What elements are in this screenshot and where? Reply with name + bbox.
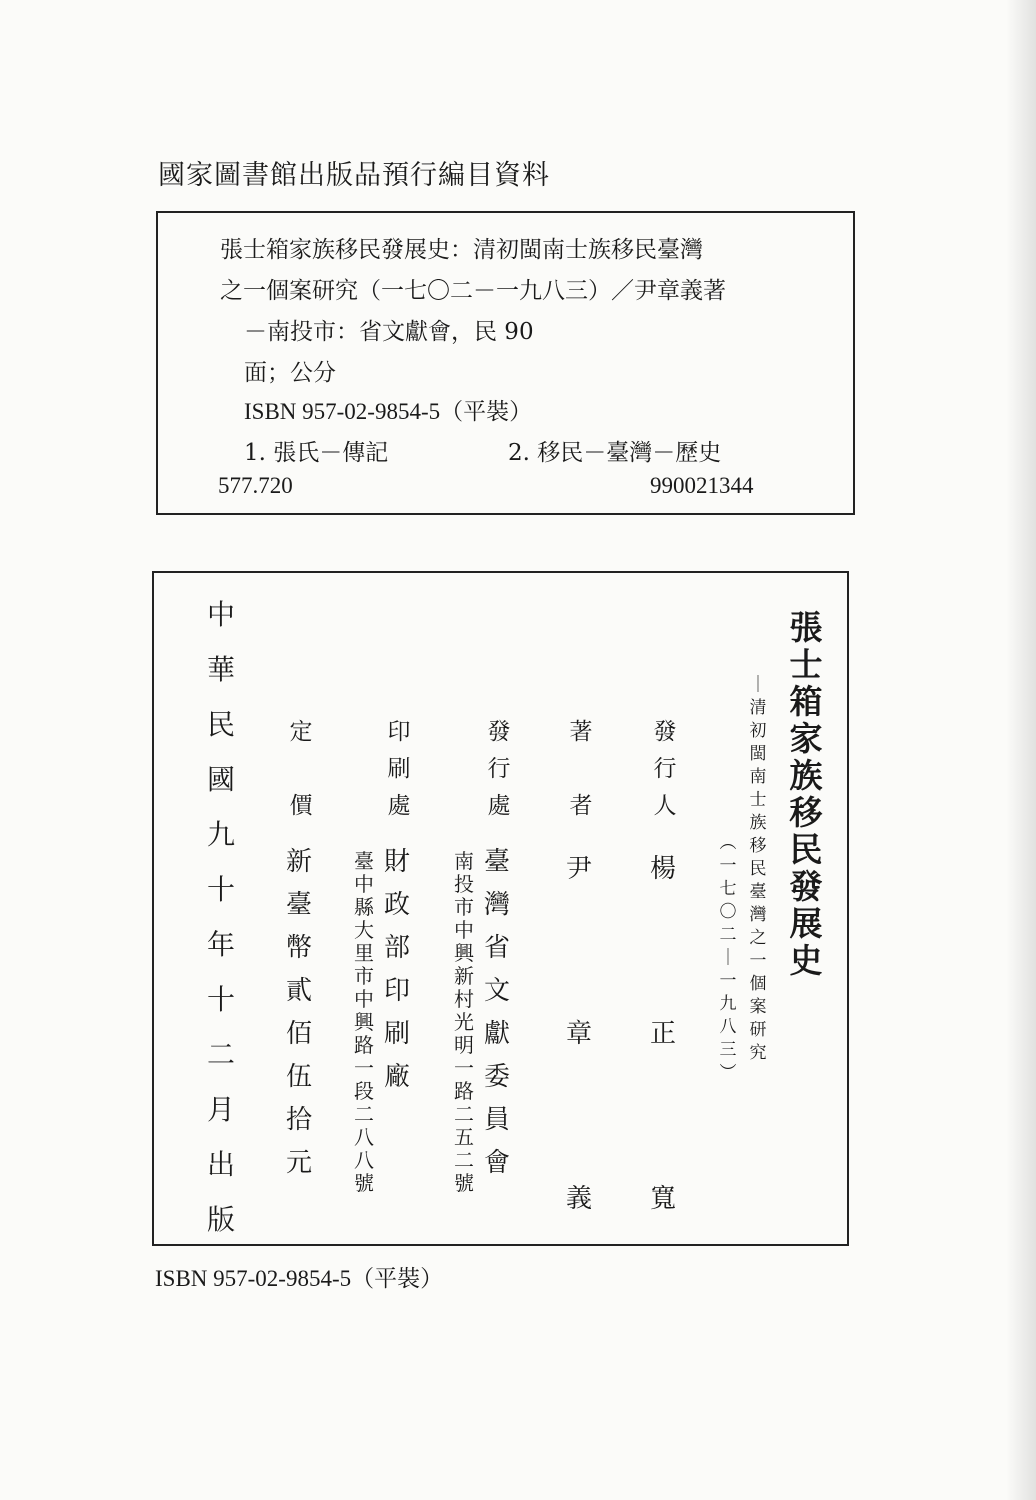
vertical-char: 政 xyxy=(383,890,410,920)
vertical-char: 元 xyxy=(285,1148,312,1178)
vertical-char: 九 xyxy=(206,818,235,851)
vertical-char: 廠 xyxy=(383,1062,410,1092)
cip-record-number: 990021344 xyxy=(650,473,754,498)
cip-class-number: 577.720 xyxy=(218,473,293,498)
vertical-char: 中 xyxy=(206,598,235,631)
vertical-char: ｜ xyxy=(719,948,737,968)
vertical-char: 發 xyxy=(653,719,677,745)
vertical-char: 行 xyxy=(487,756,511,782)
cip-record-box xyxy=(156,211,855,515)
vertical-char: 佰 xyxy=(285,1019,312,1049)
vertical-char: 大 xyxy=(354,918,374,942)
vertical-char: 拾 xyxy=(285,1105,312,1135)
vertical-char: 者 xyxy=(569,793,593,819)
vertical-char: 移 xyxy=(749,836,767,856)
vertical-char: 省 xyxy=(483,933,510,963)
vertical-char: 光 xyxy=(454,1010,474,1034)
vertical-char: 三 xyxy=(719,1040,737,1060)
vertical-char: 臺 xyxy=(285,890,312,920)
vertical-char: 獻 xyxy=(483,1019,510,1049)
vertical-char: 究 xyxy=(749,1043,767,1063)
vertical-char: 族 xyxy=(789,756,823,795)
cip-imprint-line: －南投市：省文獻會，民 90 xyxy=(244,319,534,345)
vertical-char: 國 xyxy=(206,763,235,796)
publisher-label xyxy=(650,721,680,832)
publication-date xyxy=(204,598,238,1261)
vertical-char: 案 xyxy=(749,997,767,1017)
vertical-char: 處 xyxy=(387,793,411,819)
vertical-char: 二 xyxy=(454,1148,474,1172)
printer-address xyxy=(352,851,376,1196)
issuer-label xyxy=(484,721,514,832)
issuer-address xyxy=(452,851,476,1196)
vertical-char: 員 xyxy=(483,1105,510,1135)
cip-physical-line: 面；公分 xyxy=(244,360,336,386)
cip-isbn-line: ISBN 957-02-9854-5（平裝） xyxy=(244,399,533,424)
vertical-char: 二 xyxy=(454,1102,474,1126)
vertical-char: 士 xyxy=(789,645,823,684)
vertical-char: 義 xyxy=(565,1184,592,1214)
vertical-char: 版 xyxy=(206,1203,235,1236)
issuer-name xyxy=(480,849,514,1193)
vertical-char: 七 xyxy=(719,879,737,899)
vertical-char: 村 xyxy=(454,987,474,1011)
vertical-char: 個 xyxy=(749,974,767,994)
vertical-char: 文 xyxy=(483,976,510,1006)
cip-subject-1: 1. 張氏－傳記 xyxy=(244,440,389,466)
vertical-char: 號 xyxy=(454,1171,474,1195)
vertical-char: 研 xyxy=(749,1020,767,1040)
vertical-char: 刷 xyxy=(383,1019,410,1049)
vertical-char: 灣 xyxy=(749,905,767,925)
vertical-char: 正 xyxy=(649,1019,676,1049)
vertical-char: 興 xyxy=(354,1010,374,1034)
vertical-char: 二 xyxy=(719,925,737,945)
vertical-char: 展 xyxy=(789,904,823,943)
cip-subject-2: 2. 移民－臺灣－歷史 xyxy=(508,440,722,466)
vertical-char: 出 xyxy=(206,1148,235,1181)
vertical-char: 士 xyxy=(749,790,767,810)
colophon-subtitle xyxy=(746,677,770,1068)
colophon-years xyxy=(716,835,740,1088)
publisher-name xyxy=(646,856,680,1229)
colophon-box xyxy=(152,571,849,1246)
vertical-char: 一 xyxy=(454,1056,474,1080)
vertical-char: 縣 xyxy=(354,895,374,919)
vertical-char: 號 xyxy=(354,1171,374,1195)
vertical-char: 發 xyxy=(487,719,511,745)
footer-isbn: ISBN 957-02-9854-5（平裝） xyxy=(155,1266,444,1291)
vertical-char: 路 xyxy=(354,1033,374,1057)
vertical-char: 刷 xyxy=(387,756,411,782)
vertical-char: 臺 xyxy=(354,849,374,873)
vertical-char: 二 xyxy=(354,1102,374,1126)
vertical-char: 處 xyxy=(487,793,511,819)
vertical-char: 五 xyxy=(454,1125,474,1149)
vertical-char: 移 xyxy=(789,793,823,832)
vertical-char: 定 xyxy=(289,719,313,745)
vertical-char: 興 xyxy=(454,941,474,965)
vertical-char: 南 xyxy=(454,849,474,873)
vertical-char: 財 xyxy=(383,847,410,877)
vertical-char: 灣 xyxy=(483,890,510,920)
vertical-char: 明 xyxy=(454,1033,474,1057)
vertical-char: 一 xyxy=(719,971,737,991)
vertical-char: 新 xyxy=(454,964,474,988)
vertical-char: 著 xyxy=(569,719,593,745)
vertical-char: 幣 xyxy=(285,933,312,963)
vertical-char: 箱 xyxy=(789,682,823,721)
vertical-char: 會 xyxy=(483,1148,510,1178)
vertical-char: 二 xyxy=(206,1038,235,1071)
vertical-char: 里 xyxy=(354,941,374,965)
cip-title-line-1: 張士箱家族移民發展史：清初閩南士族移民臺灣 xyxy=(220,237,703,263)
vertical-char: 族 xyxy=(749,813,767,833)
vertical-char: 臺 xyxy=(749,882,767,902)
vertical-char: 之 xyxy=(749,928,767,948)
vertical-char: 楊 xyxy=(649,854,676,884)
vertical-char: 中 xyxy=(354,872,374,896)
cip-title-line-2: 之一個案研究（一七〇二－一九八三）／尹章義著 xyxy=(220,278,726,304)
vertical-char: 華 xyxy=(206,653,235,686)
vertical-char: 史 xyxy=(789,941,823,980)
vertical-char: 十 xyxy=(206,873,235,906)
vertical-char: 市 xyxy=(454,895,474,919)
price-label xyxy=(286,721,316,832)
vertical-char: 臺 xyxy=(483,847,510,877)
vertical-char: 部 xyxy=(383,933,410,963)
vertical-char: 人 xyxy=(653,793,677,819)
vertical-char: 印 xyxy=(383,976,410,1006)
vertical-char: 家 xyxy=(789,719,823,758)
vertical-char: 寬 xyxy=(649,1184,676,1214)
vertical-char: ︶ xyxy=(719,1063,737,1083)
vertical-char: 清 xyxy=(749,698,767,718)
vertical-char: 印 xyxy=(387,719,411,745)
author-label xyxy=(566,721,596,832)
vertical-char: 南 xyxy=(749,767,767,787)
vertical-char: 月 xyxy=(206,1093,235,1126)
colophon-title xyxy=(786,608,826,981)
vertical-char: 年 xyxy=(206,928,235,961)
vertical-char: 路 xyxy=(454,1079,474,1103)
vertical-char: 九 xyxy=(719,994,737,1014)
vertical-char: 張 xyxy=(789,608,823,647)
vertical-char: 價 xyxy=(289,793,313,819)
vertical-char: 委 xyxy=(483,1062,510,1092)
vertical-char: 尹 xyxy=(565,854,592,884)
vertical-char: 一 xyxy=(749,951,767,971)
vertical-char: 段 xyxy=(354,1079,374,1103)
printer-label xyxy=(384,721,414,832)
vertical-char: 民 xyxy=(789,830,823,869)
vertical-char: 八 xyxy=(719,1017,737,1037)
vertical-char: 發 xyxy=(789,867,823,906)
vertical-char: 民 xyxy=(749,859,767,879)
vertical-char: 一 xyxy=(354,1056,374,1080)
vertical-char: 章 xyxy=(565,1019,592,1049)
vertical-char: 新 xyxy=(285,847,312,877)
vertical-char: 閩 xyxy=(749,744,767,764)
author-name xyxy=(562,856,596,1229)
vertical-char: 八 xyxy=(354,1125,374,1149)
cip-heading: 國家圖書館出版品預行編目資料 xyxy=(158,160,550,191)
vertical-char: 八 xyxy=(354,1148,374,1172)
vertical-char: 一 xyxy=(719,856,737,876)
vertical-char: 中 xyxy=(454,918,474,942)
vertical-char: 行 xyxy=(653,756,677,782)
vertical-char: 貳 xyxy=(285,976,312,1006)
vertical-char: 十 xyxy=(206,983,235,1016)
vertical-char: 投 xyxy=(454,872,474,896)
vertical-char: 伍 xyxy=(285,1062,312,1092)
vertical-char: 初 xyxy=(749,721,767,741)
vertical-char: 民 xyxy=(206,708,235,741)
vertical-char: 市 xyxy=(354,964,374,988)
printer-name xyxy=(380,849,414,1107)
vertical-char: 〇 xyxy=(719,902,737,922)
vertical-char: ︵ xyxy=(719,833,737,853)
price-value xyxy=(282,849,316,1193)
vertical-char: ｜ xyxy=(749,675,767,695)
vertical-char: 中 xyxy=(354,987,374,1011)
page-edge-shadow xyxy=(1006,0,1036,1500)
